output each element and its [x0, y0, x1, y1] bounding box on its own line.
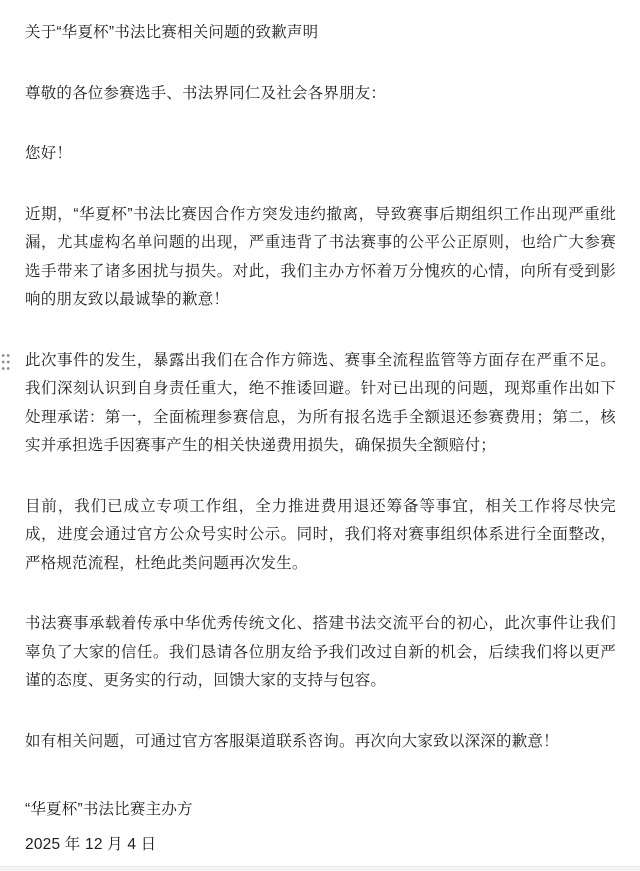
drag-handle-icon[interactable] [1, 353, 11, 371]
paragraph-reflection: 书法赛事承载着传承中华优秀传统文化、搭建书法交流平台的初心，此次事件让我们辜负了大家的信任。我们恳请各位朋友给予我们改过自新的机会，后续我们将以更严谨的态度、更务实的行动，回馈大家的支持与包容。 [25, 615, 616, 689]
document-title: 关于“华夏杯”书法比赛相关问题的致歉声明 [25, 24, 319, 41]
paragraph-commitments: 此次事件的发生，暴露出我们在合作方筛选、赛事全流程监管等方面存在严重不足。我们深刻认识到自身责任重大，绝不推诿回避。针对已出现的问题，现郑重作出如下处理承诺：第一，全面梳理参赛信息，为所有报名选手全额退还参赛费用；第二，核实并承担选手因赛事产生的相关快递费用损失，确保损失全额赔付； [25, 351, 616, 454]
document-signature: “华夏杯”书法比赛主办方 [25, 801, 193, 818]
document-date: 2025 年 12 月 4 日 [25, 835, 157, 853]
paragraph-apology-intro: 近期，“华夏杯”书法比赛因合作方突发违约撤离，导致赛事后期组织工作出现严重纰漏，尤其虚构名单问题的出现，严重违背了书法赛事的公平公正原则，也给广大参赛选手带来了诸多困扰与损失。对此，我们主办方怀着万分愧疚的心情，向所有受到影响的朋友致以最诚挚的歉意！ [25, 205, 616, 308]
paragraph-greeting: 您好！ [25, 145, 73, 162]
paragraph-salutation: 尊敬的各位参赛选手、书法界同仁及社会各界朋友： [25, 84, 387, 102]
page-bottom-edge [0, 866, 640, 871]
paragraph-contact: 如有相关问题，可通过官方客服渠道联系咨询。再次向大家致以深深的歉意！ [25, 732, 559, 750]
paragraph-progress: 目前，我们已成立专项工作组，全力推进费用退还筹备等事宜，相关工作将尽快完成，进度会通过官方公众号实时公示。同时，我们将对赛事组织体系进行全面整改，严格规范流程，杜绝此类问题再次发生。 [25, 497, 616, 572]
